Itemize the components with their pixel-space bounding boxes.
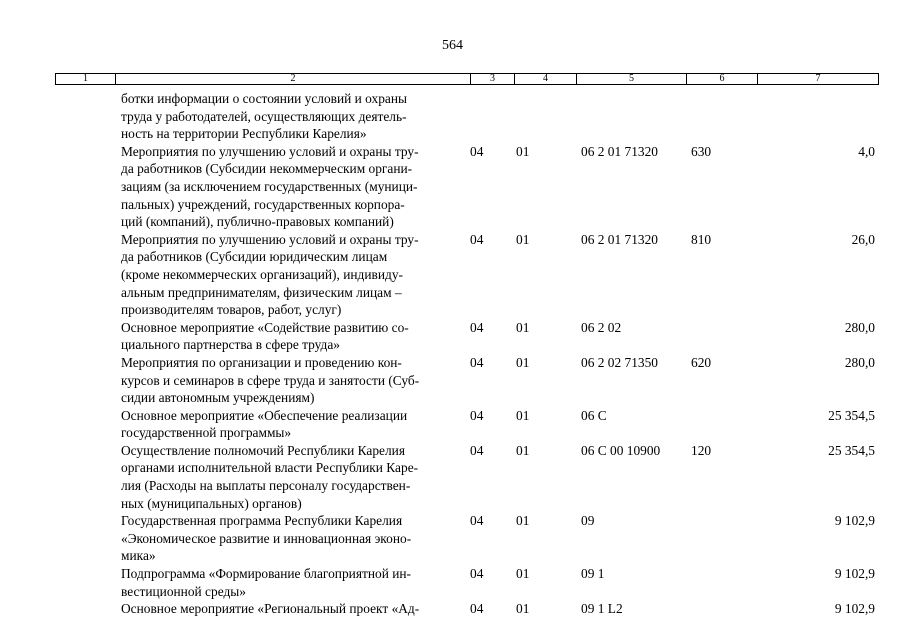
subsection-code: 01 <box>516 442 530 458</box>
description-line: государственной программы» <box>121 425 292 441</box>
table-row <box>0 231 905 319</box>
description-line: да работников (Субсидии юридическим лицам <box>121 249 388 265</box>
row-description <box>121 512 461 565</box>
amount: 26,0 <box>851 231 875 247</box>
amount: 9 102,9 <box>834 601 875 617</box>
target-article-code: 06 2 01 71320 <box>581 143 658 159</box>
table-row <box>0 565 905 600</box>
target-article-code: 09 1 L2 <box>581 601 623 617</box>
expense-type-code: 810 <box>691 231 712 247</box>
description-line: органами исполнительной власти Республики Каре- <box>121 460 419 476</box>
description-line: курсов и семинаров в сфере труда и занятости (Суб- <box>121 372 420 388</box>
description-line: труда у работодателей, осуществляющих деятель- <box>121 108 407 124</box>
description-line: да работников (Субсидии некоммерческим органи- <box>121 161 413 177</box>
amount: 9 102,9 <box>834 513 875 529</box>
table-row <box>0 442 905 512</box>
description-line: Подпрограмма «Формирование благоприятной ин- <box>121 566 411 582</box>
description-line: альным предпринимателям, физическим лицам – <box>121 284 402 300</box>
row-description <box>121 319 461 354</box>
table-row <box>0 354 905 407</box>
section-code: 04 <box>470 601 484 617</box>
expense-type-code: 630 <box>691 143 712 159</box>
description-line: Основное мероприятие «Обеспечение реализации <box>121 407 408 423</box>
section-code: 04 <box>470 231 484 247</box>
row-description <box>121 143 461 231</box>
table-row <box>0 143 905 231</box>
table-row <box>0 512 905 565</box>
row-description <box>121 442 461 512</box>
table-row <box>0 319 905 354</box>
amount: 25 354,5 <box>828 407 875 423</box>
description-line: «Экономическое развитие и инновационная эконо- <box>121 530 412 546</box>
target-article-code: 09 1 <box>581 566 605 582</box>
row-description <box>121 231 461 319</box>
description-line: пальных) учреждений, государственных корпора- <box>121 196 405 212</box>
header-col-2: 2 <box>116 74 471 84</box>
table-body <box>0 90 905 618</box>
subsection-code: 01 <box>516 143 530 159</box>
amount: 9 102,9 <box>834 566 875 582</box>
description-line: мика» <box>121 548 156 564</box>
description-line: ность на территории Республики Карелия» <box>121 126 367 142</box>
description-line: (кроме некоммерческих организаций), индивиду- <box>121 266 403 282</box>
target-article-code: 09 <box>581 513 595 529</box>
description-line: вестиционной среды» <box>121 583 246 599</box>
description-line: циального партнерства в сфере труда» <box>121 337 340 353</box>
amount: 4,0 <box>858 143 875 159</box>
subsection-code: 01 <box>516 231 530 247</box>
description-line: ботки информации о состоянии условий и охраны <box>121 91 408 106</box>
subsection-code: 01 <box>516 566 530 582</box>
section-code: 04 <box>470 354 484 370</box>
target-article-code: 06 С <box>581 407 607 423</box>
description-line: Основное мероприятие «Содействие развитию со- <box>121 319 409 335</box>
subsection-code: 01 <box>516 354 530 370</box>
target-article-code: 06 2 02 <box>581 319 622 335</box>
target-article-code: 06 С 00 10900 <box>581 442 661 458</box>
description-line: Основное мероприятие «Региональный проект «Ад- <box>121 601 420 617</box>
row-description <box>121 600 461 618</box>
section-code: 04 <box>470 407 484 423</box>
description-line: зациям (за исключением государственных (муници- <box>121 178 418 194</box>
description-line: лия (Расходы на выплаты персоналу государствен- <box>121 478 411 494</box>
table-row <box>0 90 905 143</box>
row-description <box>121 90 461 143</box>
subsection-code: 01 <box>516 513 530 529</box>
table-row <box>0 407 905 442</box>
header-col-1: 1 <box>56 74 116 84</box>
description-line: Осуществление полномочий Республики Карелия <box>121 442 405 458</box>
page-number: 564 <box>442 38 463 53</box>
table-header-row <box>55 73 879 85</box>
description-line: Мероприятия по улучшению условий и охраны тру- <box>121 143 419 159</box>
description-line: ных (муниципальных) органов) <box>121 495 302 511</box>
expense-type-code: 620 <box>691 354 712 370</box>
description-line: производителям товаров, работ, услуг) <box>121 302 342 318</box>
section-code: 04 <box>470 513 484 529</box>
section-code: 04 <box>470 566 484 582</box>
header-col-5: 5 <box>577 74 687 84</box>
target-article-code: 06 2 02 71350 <box>581 354 658 370</box>
row-description <box>121 354 461 407</box>
amount: 280,0 <box>844 354 875 370</box>
expense-type-code: 120 <box>691 442 712 458</box>
section-code: 04 <box>470 442 484 458</box>
row-description <box>121 565 461 600</box>
row-description <box>121 407 461 442</box>
section-code: 04 <box>470 319 484 335</box>
subsection-code: 01 <box>516 407 530 423</box>
table-row <box>0 600 905 618</box>
header-col-4: 4 <box>515 74 577 84</box>
description-line: сидии автономным учреждениям) <box>121 390 315 406</box>
description-line: ций (компаний), публично-правовых компаний) <box>121 214 394 230</box>
amount: 25 354,5 <box>828 442 875 458</box>
header-col-3: 3 <box>471 74 515 84</box>
subsection-code: 01 <box>516 601 530 617</box>
header-col-6: 6 <box>687 74 758 84</box>
description-line: Мероприятия по улучшению условий и охраны тру- <box>121 231 419 247</box>
section-code: 04 <box>470 143 484 159</box>
target-article-code: 06 2 01 71320 <box>581 231 658 247</box>
header-col-7: 7 <box>815 73 821 84</box>
description-line: Мероприятия по организации и проведению кон- <box>121 354 402 370</box>
amount: 280,0 <box>844 319 875 335</box>
description-line: Государственная программа Республики Карелия <box>121 513 403 529</box>
subsection-code: 01 <box>516 319 530 335</box>
